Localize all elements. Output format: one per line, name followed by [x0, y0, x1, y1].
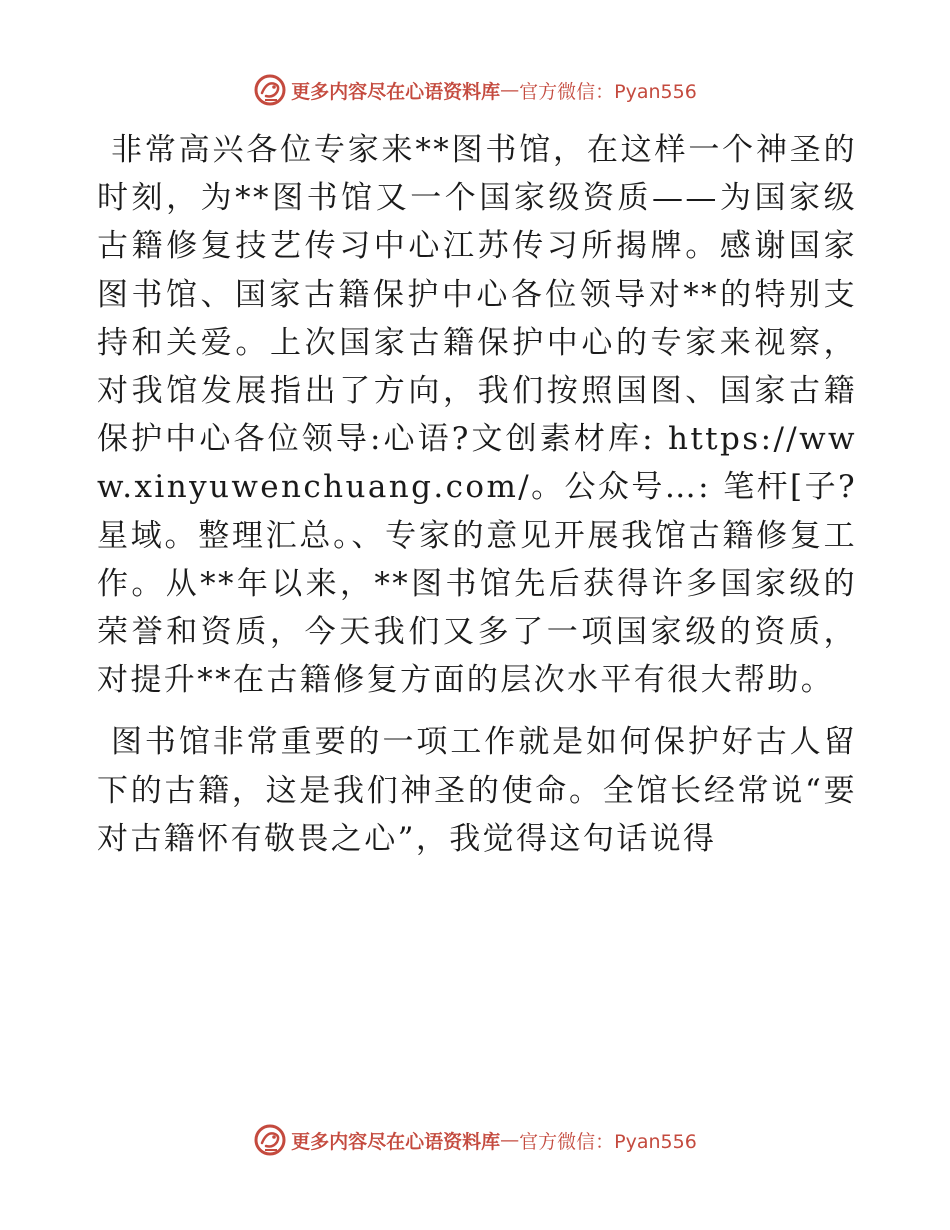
- dragon-seal-icon: [253, 73, 287, 107]
- banner-contact: 官方微信：Pyan556: [519, 1130, 697, 1153]
- banner-text: 更多内容尽在心语资料库: [291, 80, 501, 103]
- banner-text: 更多内容尽在心语资料库: [291, 1130, 501, 1153]
- footer-banner: [0, 1120, 950, 1160]
- paragraph-1: 非常高兴各位专家来**图书馆，在这样一个神圣的时刻，为**图书馆又一个国家级资质——为国家级古籍修复技艺传习中心江苏传习所揭牌。感谢国家图书馆、国家古籍保护中心各位领导对**的特别支持和关爱。上次国家古籍保护中心的专家来视察，对我馆发展指出了方向，我们按照国图、国家古籍保护中心各位领导:心语?文创素材库: https://www.xinyuwenchuang.com/。公众号…: 笔杆[子?星域。整理汇总。、专家的意见开展我馆古籍修复工作。从**年以来，**图书馆先后获得许多国家级的荣誉和资质，今天我们又多了一项国家级的资质，对提升**在古籍修复方面的层次水平有很大帮助。: [97, 132, 857, 699]
- dragon-seal-icon: [253, 1123, 287, 1157]
- banner-separator: —: [500, 1129, 520, 1151]
- document-body: [97, 126, 857, 863]
- paragraph-2: 图书馆非常重要的一项工作就是如何保护好古人留下的古籍，这是我们神圣的使命。全馆长经常说“要对古籍怀有敬畏之心”，我觉得这句话说得: [97, 724, 857, 857]
- header-banner: [0, 70, 950, 110]
- banner-separator: —: [500, 79, 520, 101]
- banner-contact: 官方微信：Pyan556: [519, 80, 697, 103]
